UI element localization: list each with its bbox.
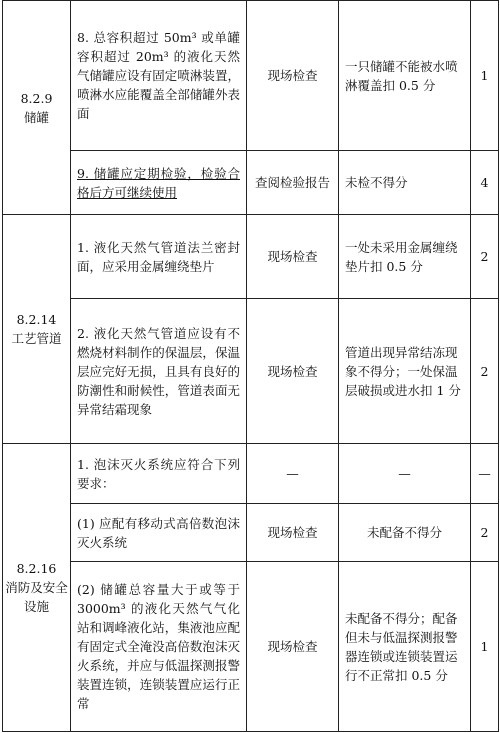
scoring-cell: 未配备不得分 <box>339 504 471 562</box>
table-row <box>3 151 499 215</box>
method-cell: 现场检查 <box>247 215 339 299</box>
points-cell: 1 <box>471 562 499 732</box>
points-cell: 4 <box>471 151 499 215</box>
scoring-cell: 未检不得分 <box>339 151 471 215</box>
method-cell: 现场检查 <box>247 504 339 562</box>
method-cell: 现场检查 <box>247 562 339 732</box>
points-cell: 2 <box>471 504 499 562</box>
method-cell: 现场检查 <box>247 299 339 444</box>
table-row <box>3 444 499 504</box>
points-cell: 1 <box>471 1 499 151</box>
scoring-cell: 管道出现异常结冻现象不得分；一处保温层破损或进水扣 1 分 <box>339 299 471 444</box>
standard-table <box>2 0 499 732</box>
table-row <box>3 1 499 151</box>
table-row <box>3 215 499 299</box>
scoring-cell: 未配备不得分；配备但未与低温探测报警器连锁或连锁装置运行不正常扣 0.5 分 <box>339 562 471 732</box>
points-cell: — <box>471 444 499 504</box>
table-row <box>3 299 499 444</box>
method-cell: — <box>247 444 339 504</box>
requirement-cell: 1. 泡沫灭火系统应符合下列要求： <box>71 444 247 504</box>
points-cell: 2 <box>471 299 499 444</box>
scoring-cell: 一只储罐不能被水喷淋覆盖扣 0.5 分 <box>339 1 471 151</box>
method-cell: 查阅检验报告 <box>247 151 339 215</box>
requirement-cell: 1. 液化天然气管道法兰密封面，应采用金属缠绕垫片 <box>71 215 247 299</box>
section-cell: 8.2.16 消防及安全设施 <box>3 444 71 732</box>
table-row <box>3 504 499 562</box>
table-row <box>3 562 499 732</box>
section-cell: 8.2.14 工艺管道 <box>3 215 71 444</box>
requirement-cell: 2. 液化天然气管道应设有不燃烧材料制作的保温层，保温层应完好无损，且具有良好的防潮性和耐候性，管道表面无异常结霜现象 <box>71 299 247 444</box>
requirement-cell: 9. 储罐应定期检验，检验合格后方可继续使用 <box>71 151 247 215</box>
requirement-cell: 8. 总容积超过 50m³ 或单罐容积超过 20m³ 的液化天然气储罐应设有固定喷淋装置，喷淋水应能覆盖全部储罐外表面 <box>71 1 247 151</box>
requirement-cell: (2) 储罐总容量大于或等于 3000m³ 的液化天然气气化站和调峰液化站，集液池应配有固定式全淹没高倍数泡沫灭火系统，并应与低温探测报警装置连锁，连锁装置应运行正常 <box>71 562 247 732</box>
scoring-cell: — <box>339 444 471 504</box>
points-cell: 2 <box>471 215 499 299</box>
section-cell: 8.2.9 储罐 <box>3 1 71 215</box>
method-cell: 现场检查 <box>247 1 339 151</box>
requirement-cell: (1) 应配有移动式高倍数泡沫灭火系统 <box>71 504 247 562</box>
scoring-cell: 一处未采用金属缠绕垫片扣 0.5 分 <box>339 215 471 299</box>
